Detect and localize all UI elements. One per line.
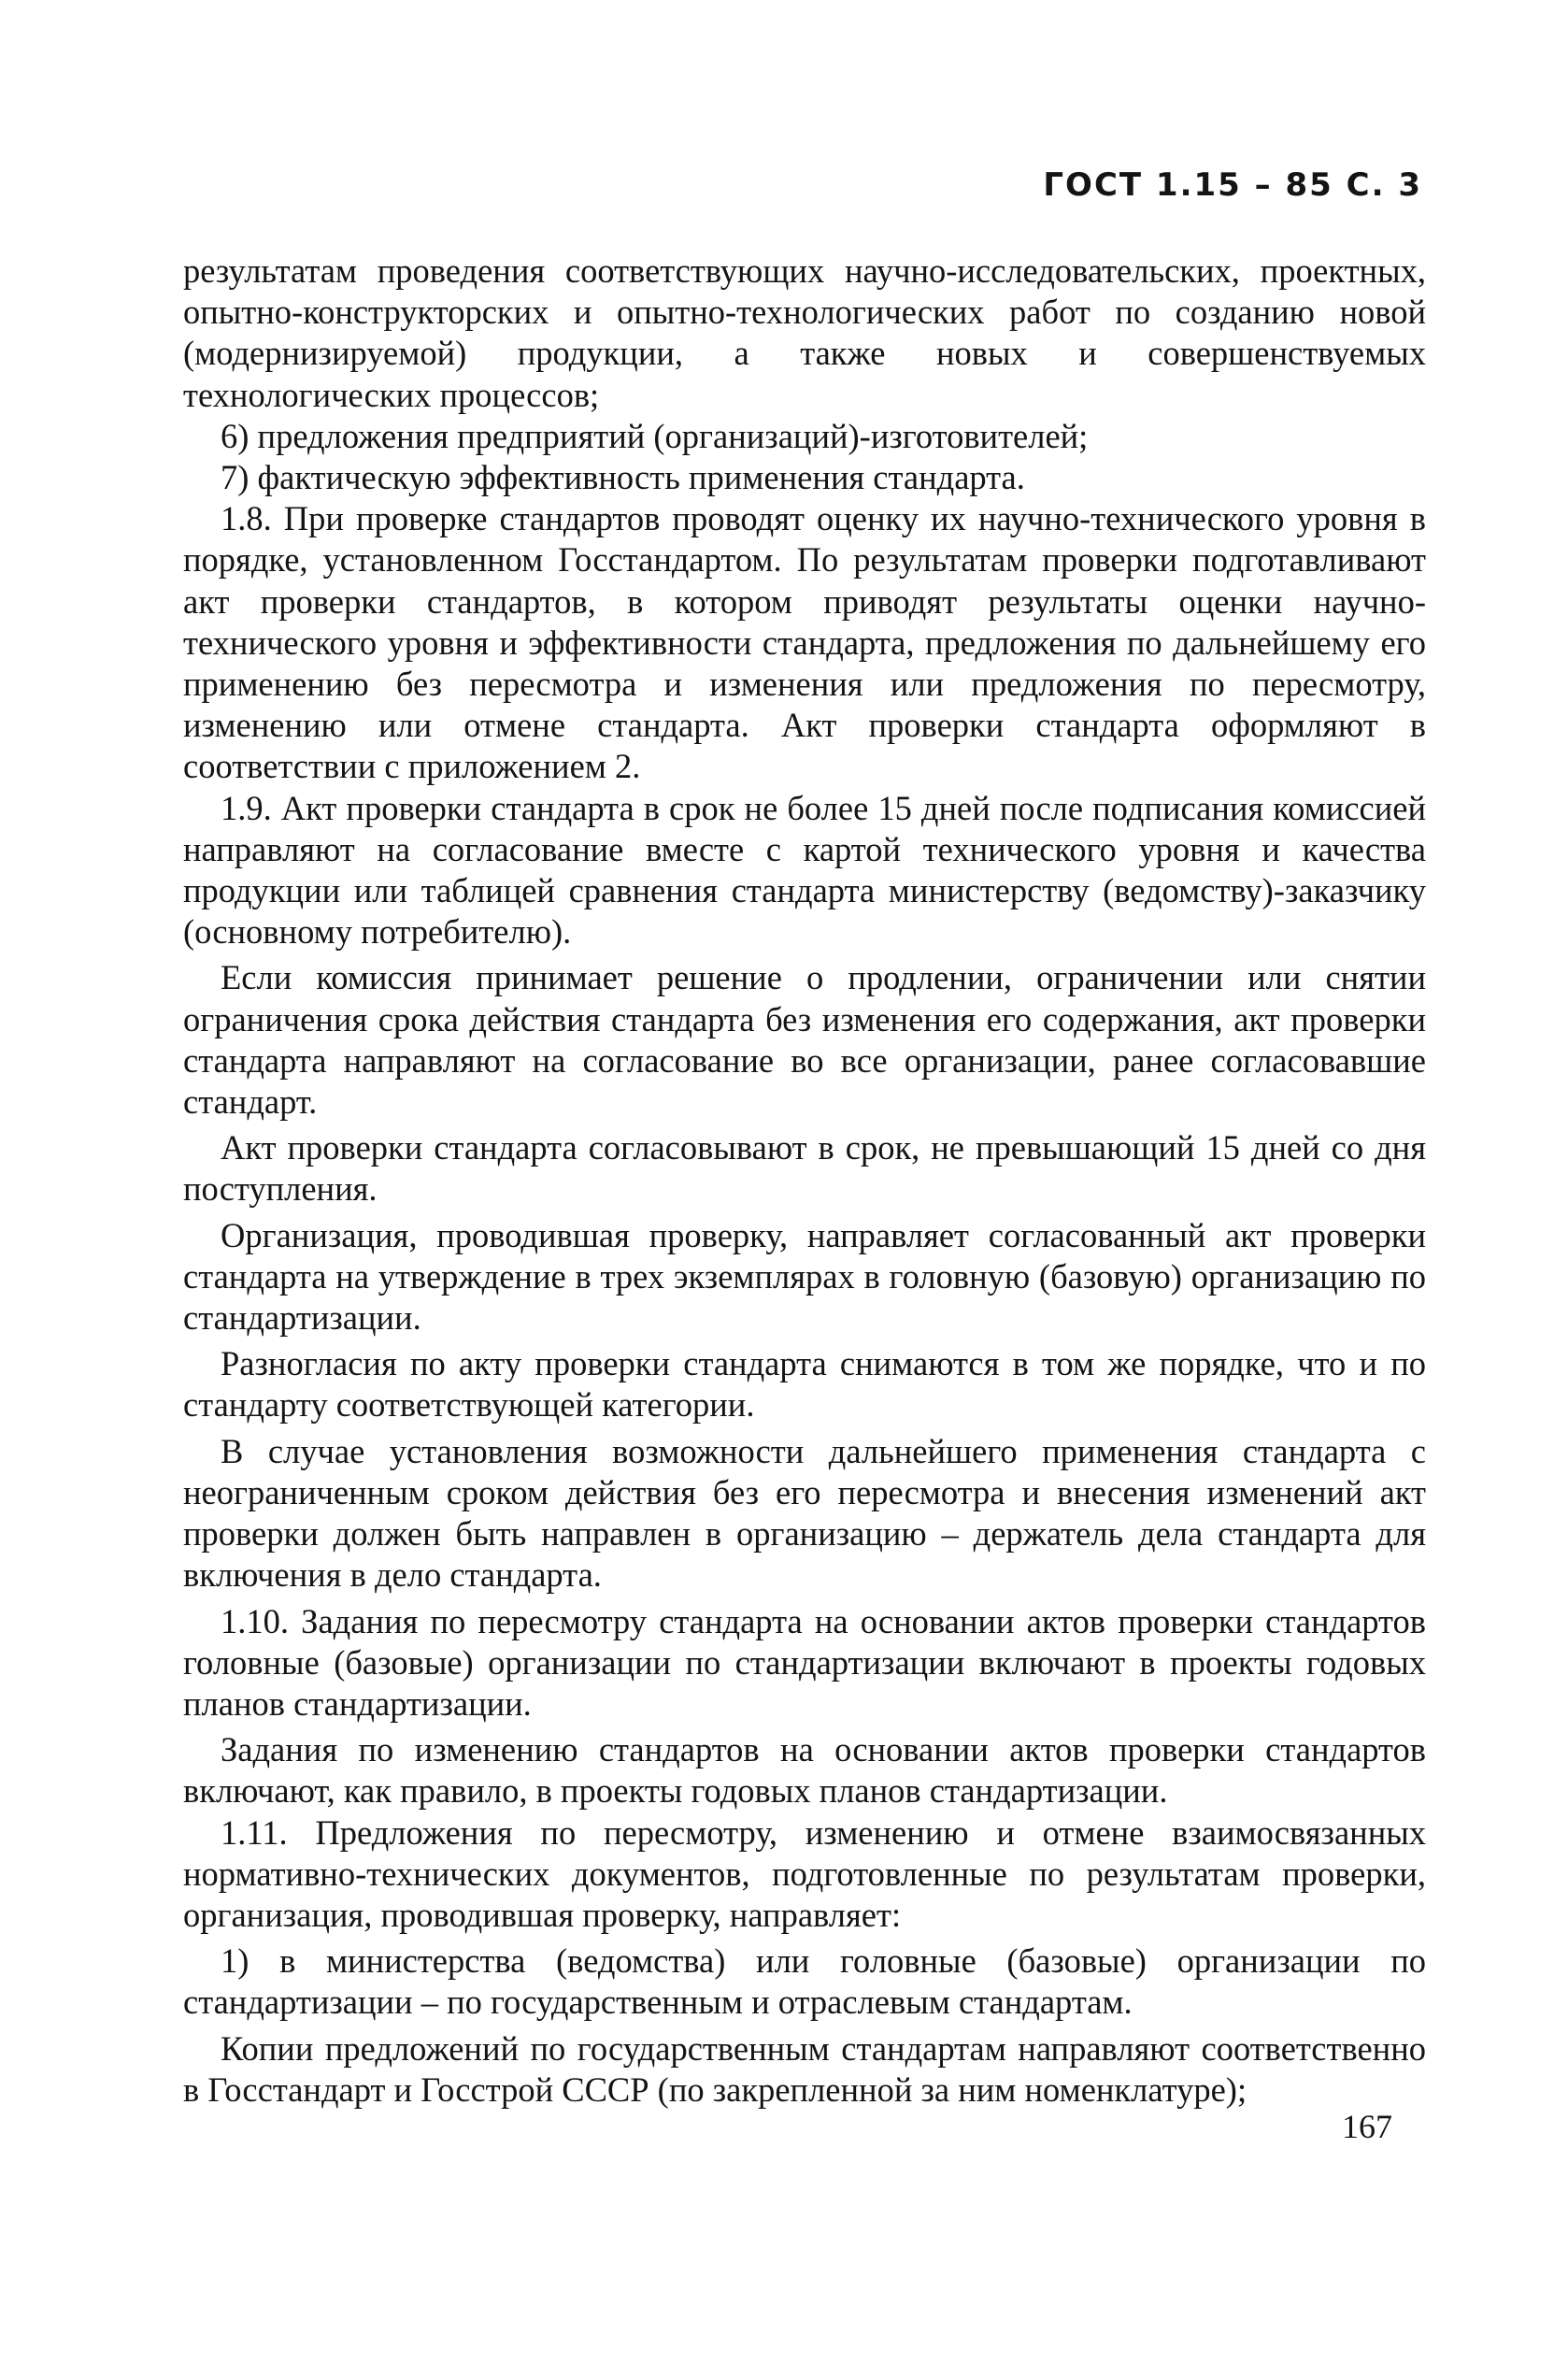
paragraph-approval-term: Акт проверки стандарта согласовывают в срок, не превышающий 15 дней со дня поступления. <box>183 1128 1426 1209</box>
paragraph-1-11: 1.11. Предложения по пересмотру, изменению и отмене взаимосвязанных нормативно-технических документов, подготовленные по результатам проверки, организация, проводившая проверку, направляет: <box>183 1812 1426 1934</box>
page-number: 167 <box>1342 2108 1392 2145</box>
page-header: ГОСТ 1.15 – 85 С. 3 <box>1043 166 1422 204</box>
paragraph-copies: Копии предложений по государственным стандартам направляют соответственно в Госстандарт и Госстрой СССР (по закрепленной за ним номенклатуре); <box>183 2028 1426 2109</box>
paragraph-approval-submission: Организация, проводившая проверку, направляет согласованный акт проверки стандарта на утверждение в трех экземплярах в головную (базовую) организацию по стандартизации. <box>183 1215 1426 1338</box>
paragraph-change-tasks: Задания по изменению стандартов на основании актов проверки стандартов включают, как правило, в проекты годовых планов стандартизации. <box>183 1730 1426 1811</box>
paragraph-disagreements: Разногласия по акту проверки стандарта снимаются в том же порядке, что и по стандарту соответствующей категории. <box>183 1344 1426 1425</box>
paragraph-1-8: 1.8. При проверке стандартов проводят оценку их научно-технического уровня в порядке, установленном Госстандартом. По результатам проверки подготавливают акт проверки стандартов, в котором приводят результаты оценки научно-технического уровня и эффективности стандарта, предложения по дальнейшему его применению без пересмотра и изменения или предложения по пересмотру, изменению или отмене стандарта. Акт проверки стандарта оформляют в соответствии с приложением 2. <box>183 499 1426 786</box>
paragraph-item-6: 6) предложения предприятий (организаций)-изготовителей; <box>221 416 1089 455</box>
paragraph-1-9: 1.9. Акт проверки стандарта в срок не более 15 дней после подписания комиссией направляют на согласование вместе с картой технического уровня и качества продукции или таблицей сравнения стандарта министерству (ведомству)-заказчику (основному потребителю). <box>183 788 1426 952</box>
paragraph-list-item-1: 1) в министерства (ведомства) или головные (базовые) организации по стандартизации – по государственным и отраслевым стандартам. <box>183 1941 1426 2022</box>
paragraph-commission-decision: Если комиссия принимает решение о продлении, ограничении или снятии ограничения срока действия стандарта без изменения его содержания, акт проверки стандарта направляют на согласование во все организации, ранее согласовавшие стандарт. <box>183 958 1426 1122</box>
paragraph-continuation: результатам проведения соответствующих научно-исследовательских, проектных, опытно-конструкторских и опытно-технологических работ по созданию новой (модернизируемой) продукции, а также новых и совершенствуемых технологических процессов; <box>183 251 1426 414</box>
paragraph-unlimited-term: В случае установления возможности дальнейшего применения стандарта с неограниченным сроком действия без его пересмотра и внесения изменений акт проверки должен быть направлен в организацию – держатель дела стандарта для включения в дело стандарта. <box>183 1431 1426 1595</box>
paragraph-1-10: 1.10. Задания по пересмотру стандарта на основании актов проверки стандартов головные (базовые) организации по стандартизации включают в проекты годовых планов стандартизации. <box>183 1601 1426 1723</box>
paragraph-item-7: 7) фактическую эффективность применения стандарта. <box>221 458 1025 497</box>
document-body <box>183 251 1426 2111</box>
